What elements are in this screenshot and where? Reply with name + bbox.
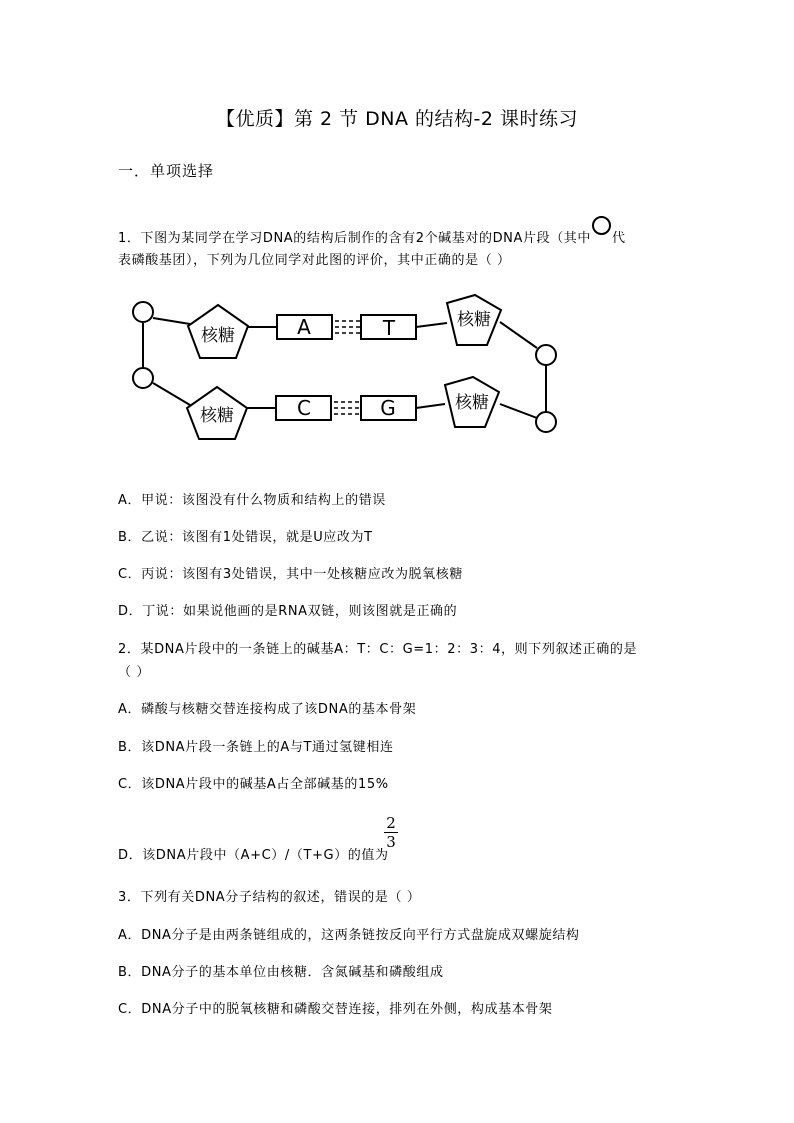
phosphate-circle-icon bbox=[536, 345, 556, 365]
base-label-c: C bbox=[297, 396, 311, 420]
backbone-line bbox=[500, 322, 537, 348]
question-1-stem bbox=[118, 224, 626, 246]
backbone-line bbox=[153, 383, 190, 405]
fraction-numerator: 2 bbox=[386, 814, 396, 832]
base-label-t: T bbox=[382, 316, 396, 340]
page-title: 【优质】第 2 节 DNA 的结构-2 课时练习 bbox=[215, 108, 579, 130]
fraction-denominator: 3 bbox=[384, 832, 398, 851]
question-2-paren: （ ） bbox=[118, 665, 150, 680]
question-1-option-b: B．乙说：该图有1处错误，就是U应改为T bbox=[118, 530, 373, 545]
base-label-g: G bbox=[380, 396, 396, 420]
question-2-option-c: C．该DNA片段中的碱基A占全部碱基的15% bbox=[118, 777, 389, 792]
phosphate-circle-icon bbox=[133, 302, 153, 322]
backbone-line bbox=[153, 318, 190, 324]
question-1-text-c: 表磷酸基团），下列为几位同学对此图的评价，其中正确的是（ ） bbox=[118, 253, 511, 268]
question-1-text-b: 代 bbox=[612, 231, 626, 246]
base-label-a: A bbox=[297, 315, 311, 339]
sugar-label: 核糖 bbox=[201, 326, 235, 346]
question-3-option-c: C．DNA分子中的脱氧核糖和磷酸交替连接，排列在外侧，构成基本骨架 bbox=[118, 1002, 553, 1017]
phosphate-circle-icon bbox=[133, 368, 153, 388]
phosphate-circle-icon bbox=[536, 412, 556, 432]
question-2-stem: 2．某DNA片段中的一条链上的碱基A：T：C：G=1：2：3：4，则下列叙述正确的是 bbox=[118, 642, 638, 657]
fraction-two-thirds bbox=[384, 814, 398, 851]
sugar-label: 核糖 bbox=[200, 406, 234, 426]
question-3-option-b: B．DNA分子的基本单位由核糖．含氮碱基和磷酸组成 bbox=[118, 965, 444, 980]
sugar-label: 核糖 bbox=[455, 393, 489, 413]
phosphate-circle-icon bbox=[592, 216, 611, 235]
backbone-line bbox=[500, 404, 537, 418]
question-2-option-a: A．磷酸与核糖交替连接构成了该DNA的基本骨架 bbox=[118, 702, 417, 717]
question-2-option-b: B．该DNA片段一条链上的A与T通过氢键相连 bbox=[118, 740, 394, 755]
section-heading: 一．单项选择 bbox=[118, 162, 215, 180]
sugar-label: 核糖 bbox=[457, 310, 491, 330]
dna-fragment-diagram bbox=[118, 288, 578, 448]
bond-line bbox=[416, 404, 445, 408]
question-1-option-a: A．甲说：该图没有什么物质和结构上的错误 bbox=[118, 493, 386, 508]
question-2-option-d: D．该DNA片段中（A+C）/（T+G）的值为 bbox=[118, 848, 389, 863]
bond-line bbox=[416, 323, 447, 327]
question-1-text-a: 1．下图为某同学在学习DNA的结构后制作的含有2个碱基对的DNA片段（其中 bbox=[118, 231, 591, 246]
question-1-option-d: D．丁说：如果说他画的是RNA双链，则该图就是正确的 bbox=[118, 604, 458, 619]
question-1-option-c: C．丙说：该图有3处错误，其中一处核糖应改为脱氧核糖 bbox=[118, 567, 463, 582]
question-3-stem: 3．下列有关DNA分子结构的叙述，错误的是（ ） bbox=[118, 890, 421, 905]
question-3-option-a: A．DNA分子是由两条链组成的，这两条链按反向平行方式盘旋成双螺旋结构 bbox=[118, 928, 580, 943]
